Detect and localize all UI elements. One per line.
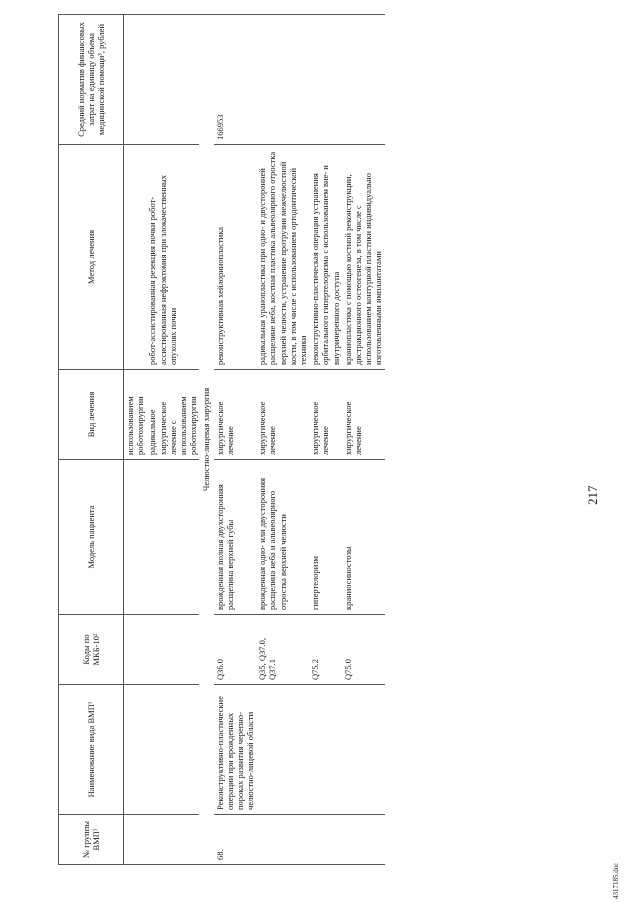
- row-model: врожденная одно- или двусторонняя расщелина неба и альвеолярного отростка верхней челюсти: [256, 460, 309, 615]
- row-codes: Q36.0: [214, 615, 257, 685]
- robot-method: робот-ассистированная резекция почки робот-ассистированная нефрэктомия при злокачественных опухолях почки: [146, 145, 199, 370]
- row-type: хирургическое лечение: [309, 370, 342, 460]
- row-name: Реконструктивно-пластические операции при врожденных пороках развития черепно-челюстно-лицевой области: [214, 685, 257, 815]
- row-model: врожденная полная двухсторонняя расщелина верхней губы: [214, 460, 257, 615]
- header-name: Наименование вида ВМП¹: [59, 685, 124, 815]
- row-model: гипертелоризм: [309, 460, 342, 615]
- section-title: Челюстно-лицевая хирургия: [199, 15, 213, 865]
- continuation-type: использованием роботохирургии: [124, 370, 147, 460]
- document-id: 4317185.doc: [612, 862, 620, 899]
- header-model: Модель пациента: [59, 460, 124, 615]
- row-type: хирургическое лечение: [342, 370, 385, 460]
- row-method: радикальная уранопластика при одно- и двусторонней расщелине неба, костная пластика альвеолярного отростка верхней челюсти, устранение протрузии межчелюстной кости, в том числе с использованием ортодонтической техники: [256, 145, 309, 370]
- header-row: [59, 15, 124, 865]
- row-method: реконструктивная хейлоринопластика: [214, 145, 257, 370]
- page-number: 217: [585, 485, 600, 505]
- robot-row: [146, 15, 199, 865]
- row-type: хирургическое лечение: [256, 370, 309, 460]
- row-group: 68.: [214, 815, 257, 865]
- row-codes: Q35, Q37.0, Q37.1: [256, 615, 309, 685]
- header-cost: Средний норматив финансовых затрат на единицу объема медицинской помощи³, рублей: [59, 15, 124, 145]
- table-row: [309, 15, 342, 865]
- row-codes: Q75.2: [309, 615, 342, 685]
- table-row: [342, 15, 385, 865]
- row-method: реконструктивно-пластическая операция устранения орбитального гипертелоризма с использованием вне- и внутричерепного доступа: [309, 145, 342, 370]
- vmp-table: [58, 14, 385, 865]
- robot-type: радикальное хирургическое лечение с использованием роботохирургии: [146, 370, 199, 460]
- row-model: краниосиностозы: [342, 460, 385, 615]
- section-row: [199, 15, 213, 865]
- header-codes: Коды по МКБ-10²: [59, 615, 124, 685]
- row-type: хирургическое лечение: [214, 370, 257, 460]
- row-codes: Q75.0: [342, 615, 385, 685]
- header-group: № группы ВМП¹: [59, 815, 124, 865]
- table-row: [214, 15, 257, 865]
- table-row: [256, 15, 309, 865]
- row-method: краниопластика с помощью костной реконструкции, дистракционного остеогенеза, в том числе с использованием контурной пластики индивидуально изготовленными имплантатами: [342, 145, 385, 370]
- header-method: Метод лечения: [59, 145, 124, 370]
- continuation-row: [124, 15, 147, 865]
- header-type: Вид лечения: [59, 370, 124, 460]
- row-cost: 166953: [214, 15, 257, 145]
